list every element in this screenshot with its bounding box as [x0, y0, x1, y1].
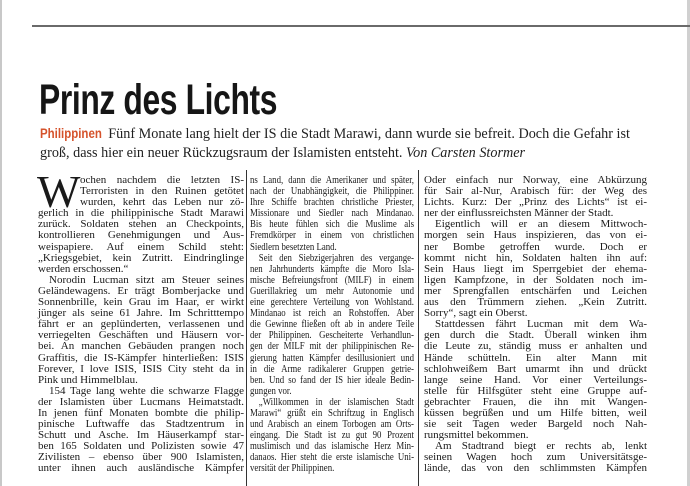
text-line: ligen Kampfzone, in der Soldaten noch im-	[424, 273, 647, 286]
text-line: gerlich in die philippinische Stadt Marawi	[38, 207, 244, 220]
text-line: kommt nicht hin, Soldaten halten ihn auf:	[424, 251, 647, 264]
article-column-2	[250, 175, 414, 486]
text-line: eingang. Die Stadt ist zu gut 90 Prozent	[250, 429, 414, 442]
column-divider	[246, 170, 247, 486]
text-line: muslimisch und das islamische Herz Min-	[250, 440, 414, 453]
article-column-3	[424, 175, 647, 486]
text-line: Forever, I love ISIS, ISIS City steht da in	[38, 362, 244, 375]
text-line: Eigentlich will er an diesem Mittwoch-	[435, 218, 647, 231]
text-line: versität der Philippinen.	[250, 462, 335, 475]
text-line: ner Bombe getroffen wurde. Doch er	[424, 240, 647, 253]
text-line: rungsmittel bekommen.	[424, 429, 529, 442]
text-line: Marawi“ grüßt ein Schriftzug in Englisch	[250, 406, 414, 419]
text-line: wurden, kehrt das Leben nur zö-	[80, 196, 244, 209]
text-line: mische Befreiungsfront (MILF) in einem	[250, 273, 414, 286]
text-line: bei. An manchen Gebäuden prangen noch	[38, 340, 244, 353]
text-line: ben. Und so fand der IS hier ideale Bedin-	[250, 373, 414, 386]
text-line: eine gerechtere Verteilung von Wohlstand.	[250, 296, 414, 309]
text-line: seinen Wagen hoch zum Universitätsge-	[424, 451, 647, 464]
text-line: die Gewinne fließen oft ab in andere Teile	[250, 318, 414, 331]
text-line: fährt er an geplünderten, verlassenen und	[38, 318, 244, 331]
text-line: Ihre Schiffe brachten christliche Priester,	[250, 196, 414, 209]
text-line: jünger als seine 61 Jahre. Im Schritttempo	[38, 307, 244, 320]
text-line: lände, das von den schlimmsten Kämpfen	[424, 462, 647, 475]
text-line: Zivilisten – ebenso über 900 Islamisten,	[38, 451, 244, 464]
text-line: ben 165 Soldaten und Polizisten sowie 47	[38, 440, 244, 453]
text-line: ns Land, dann die Amerikaner und später,	[250, 174, 414, 186]
text-line: Norodin Lucman sitzt am Steuer seines	[49, 273, 244, 286]
text-line: Hände schütteln. Ein alter Mann mit	[424, 351, 647, 364]
text-line: gen durch die Stadt. Überall winken ihm	[424, 329, 647, 342]
text-line: verriegelten Geschäften und Häusern vor-	[38, 329, 244, 342]
text-line: morgen sein Haus inspizieren, das von ei-	[424, 229, 647, 242]
text-line: Stattdessen fährt Lucman mit dem Wa-	[435, 318, 647, 331]
text-line: Terroristen in den Ruinen getötet	[80, 185, 244, 198]
text-line: Guerillakrieg um mehr Autonomie und	[250, 284, 414, 297]
text-line: Geländewagens. Er trägt Bomberjacke und	[38, 284, 244, 297]
text-line: Pink und Himmelblau.	[38, 373, 138, 386]
text-line: stelle für Hilfsgüter steht eine Gruppe auf-	[424, 384, 647, 397]
text-line: ochen nachdem die letzten IS-	[80, 174, 244, 186]
text-line: küssen begrüßen und um Hilfe bitten, weil	[424, 406, 647, 419]
column-divider	[418, 170, 419, 486]
text-line: Fremdkörper in einem von christlichen	[250, 229, 414, 242]
text-line: 154 Tage lang wehte die schwarze Flagge	[49, 384, 244, 397]
text-line: Lichts. Kurz: Der „Prinz des Lichts“ ist ei-	[424, 196, 647, 209]
text-line: gen der MILF mit der philippinischen Re-	[250, 340, 414, 353]
text-line: Mindanao ist reich an Rohstoffen. Aber	[250, 307, 414, 320]
text-line: Am Stadtrand biegt er rechts ab, lenkt	[435, 440, 647, 453]
text-line: weispapiere. Auf einem Schild steht:	[38, 240, 244, 253]
text-line: danaos. Hier steht die erste islamische Uni-	[250, 451, 414, 464]
text-line: lange seine Hand. Vor einer Verteilungs-	[424, 373, 647, 386]
header-rule	[32, 25, 690, 27]
text-line: Sein Haus liegt im Sperrgebiet der ehema-	[424, 262, 647, 275]
text-line: die Leute zu, ständig muss er anhalten und	[424, 340, 647, 353]
text-line: sie seit Tagen weder Bargeld noch Nah-	[424, 418, 647, 431]
text-line: ner der einflussreichsten Männer der Stadt.	[424, 207, 614, 220]
text-line: gungen vor.	[250, 384, 292, 397]
article-title: Prinz des Lichts	[39, 76, 278, 124]
text-line: pinische Luftwaffe das Stadtzentrum in	[38, 418, 244, 431]
text-line: Oder einfach nur Norway, eine Abkürzung	[424, 174, 647, 186]
text-line: nen Jahrhunderts kämpfte die Moro Isla-	[250, 262, 414, 275]
article-column-1	[37, 166, 244, 486]
text-line: In jenen fünf Monaten bombte die philip-	[38, 406, 244, 419]
text-line: „Willkommen in der islamischen Stadt	[258, 395, 414, 408]
section-kicker: Philippinen	[40, 126, 102, 141]
text-line: nach der Unabhängigkeit, die Philippiner.	[250, 185, 414, 198]
text-line: gierung hatten Kämpfer desillusioniert und	[250, 351, 414, 364]
text-line: schlohweißem Bart umarmt ihn und drückt	[424, 362, 647, 375]
text-line: und Arabisch an einem Torbogen am Orts-	[250, 418, 414, 431]
text-line: „Kriegsgebiet, kein Zutritt. Eindringlinge	[38, 251, 244, 264]
author-byline: Von Carsten Stormer	[406, 145, 526, 161]
text-line: Schutt und Asche. Im Häuserkampf star-	[38, 429, 244, 442]
text-line: Graffitis, die IS-Kämpfer hinterließen: ISIS	[38, 351, 244, 364]
text-line: Bis heute fühlen sich die Muslime als	[250, 218, 414, 231]
text-line: der Islamisten über Lucmans Heimatstadt.	[38, 395, 244, 408]
text-line: Siedlern besetzten Land.	[250, 240, 337, 253]
page-edge-left	[0, 0, 2, 486]
drop-cap: W	[37, 166, 81, 217]
text-line: unter ihnen auch ausländische Kämpfer	[38, 462, 244, 475]
text-line: mer Sprengfallen entschärfen und Leichen	[424, 284, 647, 297]
text-line: aus den Trümmern ziehen. „Kein Zutritt.	[424, 296, 647, 309]
text-line: werden erschossen.“	[38, 262, 129, 275]
text-line: der Philippinen. Gescheiterte Verhandlun-	[250, 329, 414, 342]
text-line: gebrachter Frauen, die ihn mit Wangen-	[424, 395, 647, 408]
lede-text: Fünf Monate lang hielt der IS die Stadt Marawi, dann wurde sie befreit. Doch die Gefahr ist groß, dass hier ein neuer Rückzugsraum der Islamisten entsteht.	[40, 126, 630, 161]
article-lede	[40, 124, 640, 163]
text-line: Seit den Siebzigerjahren des vergange-	[258, 251, 414, 264]
text-line: Sonnenbrille, kein Grau im Haar, er wirkt	[38, 296, 244, 309]
text-line: Missionare und Siedler nach Mindanao.	[250, 207, 414, 220]
text-line: zurück. Soldaten stehen an Checkpoints,	[38, 218, 244, 231]
text-line: kontrollieren Genehmigungen und Aus-	[38, 229, 244, 242]
text-line: für Sair al-Nur, Arabisch für: der Weg des	[424, 185, 647, 198]
text-line: Sorry“, sagt ein Oberst.	[424, 307, 528, 320]
text-line: in die Arme radikalerer Gruppen getrie-	[250, 362, 414, 375]
